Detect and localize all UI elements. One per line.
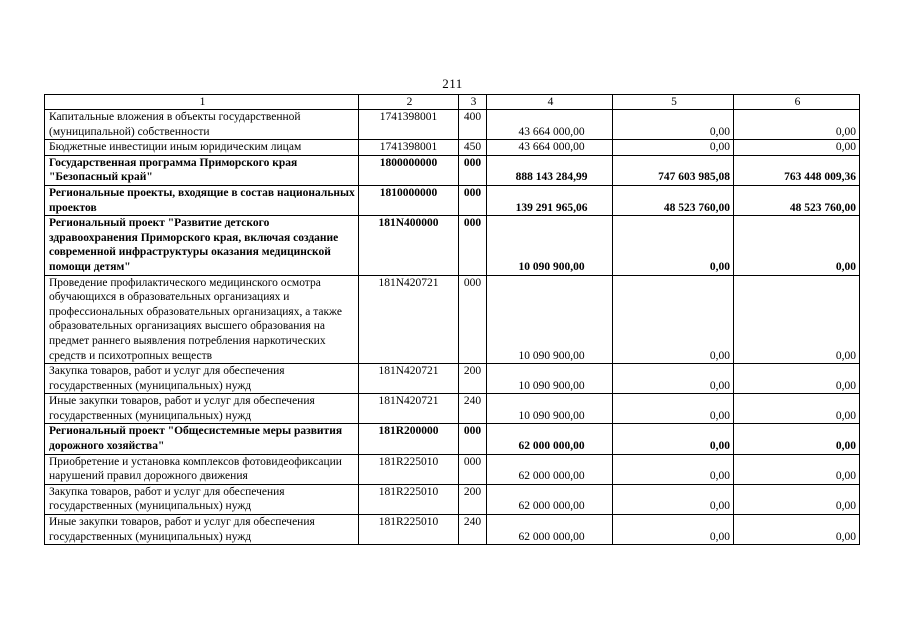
row-value-5-cell: 0,00 <box>613 484 734 514</box>
row-value-4-cell: 10 090 900,00 <box>487 275 613 364</box>
table-row <box>45 275 860 364</box>
header-cell-2: 2 <box>359 95 459 110</box>
row-value-6-cell: 0,00 <box>734 484 860 514</box>
row-vr-cell: 000 <box>459 454 487 484</box>
row-vr-cell: 200 <box>459 364 487 394</box>
row-value-5-cell: 0,00 <box>613 140 734 156</box>
row-name-cell: Иные закупки товаров, работ и услуг для обеспечения государственных (муниципальных) нужд <box>45 515 359 545</box>
table-row <box>45 454 860 484</box>
row-code-cell: 181R225010 <box>359 454 459 484</box>
row-value-4-cell: 10 090 900,00 <box>487 364 613 394</box>
row-name-cell: Капитальные вложения в объекты государственной (муниципальной) собственности <box>45 110 359 140</box>
row-vr-cell: 450 <box>459 140 487 156</box>
row-vr-cell: 000 <box>459 424 487 454</box>
row-code-cell: 1741398001 <box>359 110 459 140</box>
row-value-5-cell: 747 603 985,08 <box>613 155 734 185</box>
row-name-cell: Региональные проекты, входящие в состав национальных проектов <box>45 185 359 215</box>
header-cell-4: 4 <box>487 95 613 110</box>
row-value-4-cell: 10 090 900,00 <box>487 394 613 424</box>
row-value-4-cell: 888 143 284,99 <box>487 155 613 185</box>
row-value-4-cell: 62 000 000,00 <box>487 454 613 484</box>
row-code-cell: 181N420721 <box>359 275 459 364</box>
row-value-4-cell: 62 000 000,00 <box>487 515 613 545</box>
row-name-cell: Государственная программа Приморского края "Безопасный край" <box>45 155 359 185</box>
row-code-cell: 1800000000 <box>359 155 459 185</box>
row-code-cell: 181R225010 <box>359 484 459 514</box>
row-value-5-cell: 48 523 760,00 <box>613 185 734 215</box>
row-value-6-cell: 763 448 009,36 <box>734 155 860 185</box>
row-value-5-cell: 0,00 <box>613 110 734 140</box>
row-name-cell: Закупка товаров, работ и услуг для обеспечения государственных (муниципальных) нужд <box>45 484 359 514</box>
row-name-cell: Бюджетные инвестиции иным юридическим лицам <box>45 140 359 156</box>
row-value-4-cell: 139 291 965,06 <box>487 185 613 215</box>
table-row <box>45 394 860 424</box>
row-value-6-cell: 0,00 <box>734 515 860 545</box>
table-row <box>45 155 860 185</box>
row-code-cell: 181N420721 <box>359 364 459 394</box>
row-value-5-cell: 0,00 <box>613 216 734 275</box>
row-name-cell: Приобретение и установка комплексов фотовидеофиксации нарушений правил дорожного движения <box>45 454 359 484</box>
row-value-5-cell: 0,00 <box>613 364 734 394</box>
row-name-cell: Региональный проект "Общесистемные меры развития дорожного хозяйства" <box>45 424 359 454</box>
table-row <box>45 515 860 545</box>
row-value-6-cell: 48 523 760,00 <box>734 185 860 215</box>
row-code-cell: 181N420721 <box>359 394 459 424</box>
row-code-cell: 1810000000 <box>359 185 459 215</box>
row-value-5-cell: 0,00 <box>613 424 734 454</box>
row-name-cell: Региональный проект "Развитие детского здравоохранения Приморского края, включая создание современной инфраструктуры оказания медицинской помощи детям" <box>45 216 359 275</box>
row-code-cell: 1741398001 <box>359 140 459 156</box>
row-vr-cell: 000 <box>459 155 487 185</box>
table-row <box>45 185 860 215</box>
row-value-4-cell: 43 664 000,00 <box>487 110 613 140</box>
row-value-6-cell: 0,00 <box>734 394 860 424</box>
row-value-4-cell: 10 090 900,00 <box>487 216 613 275</box>
row-value-4-cell: 43 664 000,00 <box>487 140 613 156</box>
budget-table <box>44 94 860 545</box>
row-vr-cell: 240 <box>459 515 487 545</box>
row-vr-cell: 240 <box>459 394 487 424</box>
table-row <box>45 424 860 454</box>
table-body <box>45 95 860 545</box>
table-row <box>45 216 860 275</box>
row-code-cell: 181R200000 <box>359 424 459 454</box>
row-value-5-cell: 0,00 <box>613 515 734 545</box>
row-value-6-cell: 0,00 <box>734 110 860 140</box>
header-cell-1: 1 <box>45 95 359 110</box>
row-value-6-cell: 0,00 <box>734 364 860 394</box>
row-vr-cell: 000 <box>459 275 487 364</box>
row-value-4-cell: 62 000 000,00 <box>487 484 613 514</box>
header-cell-6: 6 <box>734 95 860 110</box>
table-row <box>45 484 860 514</box>
row-value-6-cell: 0,00 <box>734 216 860 275</box>
row-value-5-cell: 0,00 <box>613 275 734 364</box>
row-code-cell: 181R225010 <box>359 515 459 545</box>
row-value-6-cell: 0,00 <box>734 275 860 364</box>
row-vr-cell: 000 <box>459 216 487 275</box>
row-vr-cell: 000 <box>459 185 487 215</box>
header-cell-3: 3 <box>459 95 487 110</box>
table-row <box>45 110 860 140</box>
row-name-cell: Проведение профилактического медицинского осмотра обучающихся в образовательных организациях и профессиональных образовательных организациях, а также образовательных организациях высшего образования на предмет раннего выявления потребления наркотических средств и психотропных веществ <box>45 275 359 364</box>
row-vr-cell: 200 <box>459 484 487 514</box>
row-value-6-cell: 0,00 <box>734 454 860 484</box>
row-value-6-cell: 0,00 <box>734 424 860 454</box>
row-code-cell: 181N400000 <box>359 216 459 275</box>
page-number: 211 <box>442 76 463 91</box>
row-value-5-cell: 0,00 <box>613 394 734 424</box>
header-row <box>45 95 860 110</box>
row-value-6-cell: 0,00 <box>734 140 860 156</box>
row-vr-cell: 400 <box>459 110 487 140</box>
table-row <box>45 364 860 394</box>
row-name-cell: Закупка товаров, работ и услуг для обеспечения государственных (муниципальных) нужд <box>45 364 359 394</box>
row-value-4-cell: 62 000 000,00 <box>487 424 613 454</box>
row-name-cell: Иные закупки товаров, работ и услуг для обеспечения государственных (муниципальных) нужд <box>45 394 359 424</box>
header-cell-5: 5 <box>613 95 734 110</box>
row-value-5-cell: 0,00 <box>613 454 734 484</box>
table-row <box>45 140 860 156</box>
